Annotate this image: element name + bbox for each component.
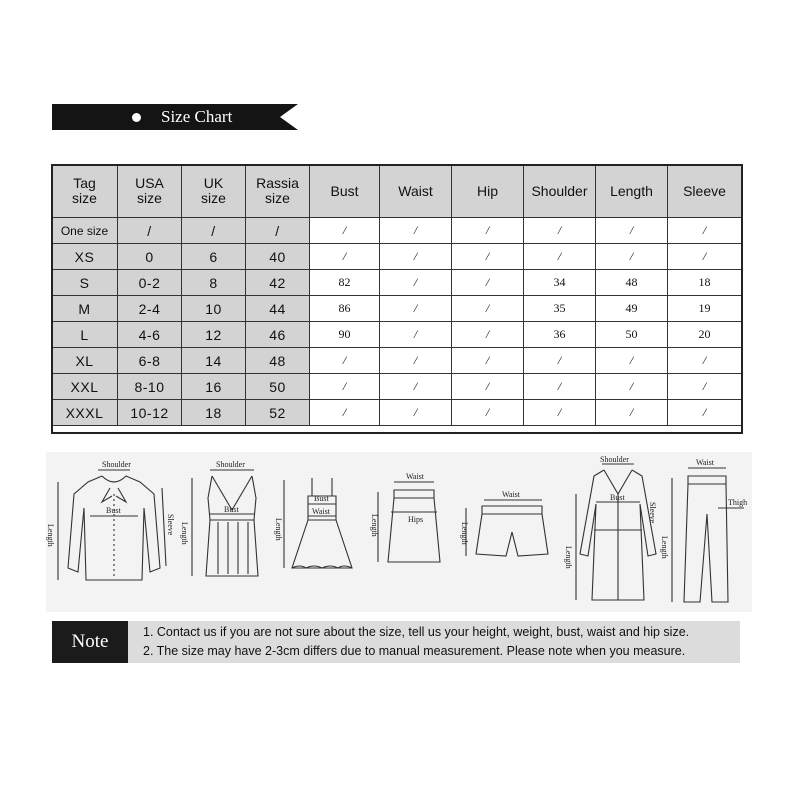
cell-bust: /	[310, 374, 380, 400]
table-row	[52, 322, 742, 348]
coat-bust-label: Bust	[610, 493, 625, 502]
cell-bust: /	[310, 400, 380, 426]
pants-waist-label: Waist	[696, 458, 715, 467]
shorts-length-label: Length	[460, 522, 469, 545]
note-label: Note	[52, 621, 128, 663]
cell-length: /	[596, 374, 668, 400]
header-tag-size: Tag size	[52, 165, 118, 218]
header-length: Length	[596, 165, 668, 218]
cell-bust: 86	[310, 296, 380, 322]
cell-waist: /	[380, 322, 452, 348]
cell-bust: 82	[310, 270, 380, 296]
cell-bust: /	[310, 244, 380, 270]
header-uk-size: UK size	[182, 165, 246, 218]
cell-bust: /	[310, 218, 380, 244]
cell-usa-size: 10-12	[118, 400, 182, 426]
cell-shoulder: /	[524, 244, 596, 270]
cell-hip: /	[452, 322, 524, 348]
cell-length: 48	[596, 270, 668, 296]
cell-sleeve: 20	[668, 322, 742, 348]
table-header-row	[52, 165, 742, 218]
header-rassia-size: Rassia size	[246, 165, 310, 218]
cell-sleeve: /	[668, 218, 742, 244]
dress-waist-label: Waist	[312, 507, 331, 516]
note-line-1: 1. Contact us if you are not sure about the size, tell us your height, weight, bust, waist and hip size.	[143, 625, 690, 639]
cell-uk-size: 10	[182, 296, 246, 322]
cell-waist: /	[380, 296, 452, 322]
cell-usa-size: 0	[118, 244, 182, 270]
cell-uk-size: 18	[182, 400, 246, 426]
cell-usa-size: 4-6	[118, 322, 182, 348]
cell-length: 49	[596, 296, 668, 322]
cell-hip: /	[452, 270, 524, 296]
cell-rassia-size: 52	[246, 400, 310, 426]
table-row	[52, 296, 742, 322]
cell-usa-size: 6-8	[118, 348, 182, 374]
cell-sleeve: /	[668, 374, 742, 400]
skirt-hips-label: Hips	[408, 515, 424, 524]
cell-length: /	[596, 400, 668, 426]
table-row	[52, 244, 742, 270]
cell-shoulder: /	[524, 218, 596, 244]
table-row	[52, 270, 742, 296]
coat-length-label: Length	[564, 546, 573, 569]
table-row	[52, 218, 742, 244]
cell-sleeve: /	[668, 244, 742, 270]
skirt-waist-label: Waist	[406, 472, 425, 481]
cell-uk-size: 6	[182, 244, 246, 270]
cell-usa-size: /	[118, 218, 182, 244]
header-bust: Bust	[310, 165, 380, 218]
cell-hip: /	[452, 218, 524, 244]
cell-shoulder: 36	[524, 322, 596, 348]
shorts-waist-label: Waist	[502, 490, 521, 499]
cell-shoulder: /	[524, 400, 596, 426]
cell-hip: /	[452, 244, 524, 270]
page-title: Size Chart	[161, 107, 233, 126]
cell-tag-size: XXL	[52, 374, 118, 400]
cell-sleeve: /	[668, 348, 742, 374]
vest-diagram	[180, 458, 276, 608]
coat-diagram	[566, 454, 670, 610]
cell-rassia-size: 50	[246, 374, 310, 400]
cell-length: /	[596, 244, 668, 270]
pants-thigh-label: Thigh	[728, 498, 748, 507]
pants-diagram	[660, 456, 750, 610]
header-sleeve: Sleeve	[668, 165, 742, 218]
cell-hip: /	[452, 400, 524, 426]
measurement-diagrams	[46, 452, 752, 612]
cell-shoulder: /	[524, 348, 596, 374]
header-hip: Hip	[452, 165, 524, 218]
note-line-2: 2. The size may have 2-3cm differs due to manual measurement. Please note when you measure.	[143, 644, 686, 658]
dress-length-label: Length	[274, 518, 283, 541]
cell-length: 50	[596, 322, 668, 348]
cell-waist: /	[380, 374, 452, 400]
cell-sleeve: 19	[668, 296, 742, 322]
cell-usa-size: 2-4	[118, 296, 182, 322]
table-row	[52, 348, 742, 374]
cell-shoulder: 35	[524, 296, 596, 322]
cell-hip: /	[452, 374, 524, 400]
header-waist: Waist	[380, 165, 452, 218]
cell-bust: 90	[310, 322, 380, 348]
blouse-length-label: Length	[46, 524, 55, 547]
cell-bust: /	[310, 348, 380, 374]
cell-uk-size: /	[182, 218, 246, 244]
cell-waist: /	[380, 244, 452, 270]
cell-shoulder: 34	[524, 270, 596, 296]
size-chart-table	[51, 164, 742, 426]
size-chart-banner	[52, 104, 298, 130]
cell-rassia-size: /	[246, 218, 310, 244]
cell-rassia-size: 48	[246, 348, 310, 374]
cell-waist: /	[380, 400, 452, 426]
cell-tag-size: XL	[52, 348, 118, 374]
header-shoulder: Shoulder	[524, 165, 596, 218]
cell-tag-size: One size	[52, 218, 118, 244]
skirt-length-label: Length	[370, 514, 379, 537]
cell-uk-size: 14	[182, 348, 246, 374]
cell-uk-size: 8	[182, 270, 246, 296]
dress-diagram	[274, 468, 368, 598]
cell-tag-size: M	[52, 296, 118, 322]
cell-shoulder: /	[524, 374, 596, 400]
cell-hip: /	[452, 348, 524, 374]
skirt-diagram	[370, 472, 454, 572]
cell-waist: /	[380, 348, 452, 374]
cell-tag-size: S	[52, 270, 118, 296]
cell-rassia-size: 40	[246, 244, 310, 270]
blouse-diagram	[46, 458, 178, 608]
cell-rassia-size: 46	[246, 322, 310, 348]
blouse-shoulder-label: Shoulder	[102, 460, 131, 469]
cell-uk-size: 16	[182, 374, 246, 400]
cell-usa-size: 8-10	[118, 374, 182, 400]
cell-usa-size: 0-2	[118, 270, 182, 296]
cell-uk-size: 12	[182, 322, 246, 348]
cell-length: /	[596, 348, 668, 374]
shorts-diagram	[458, 486, 556, 566]
cell-sleeve: 18	[668, 270, 742, 296]
vest-shoulder-label: Shoulder	[216, 460, 245, 469]
coat-shoulder-label: Shoulder	[600, 455, 629, 464]
blouse-sleeve-label: Sleeve	[166, 514, 175, 536]
cell-length: /	[596, 218, 668, 244]
cell-sleeve: /	[668, 400, 742, 426]
cell-waist: /	[380, 218, 452, 244]
note-box	[128, 621, 740, 663]
cell-hip: /	[452, 296, 524, 322]
cell-tag-size: XS	[52, 244, 118, 270]
dress-bust-label: Bust	[314, 494, 329, 503]
header-usa-size: USA size	[118, 165, 182, 218]
pants-length-label: Length	[660, 536, 669, 559]
table-row	[52, 400, 742, 426]
cell-waist: /	[380, 270, 452, 296]
bullet-icon	[132, 113, 141, 122]
cell-tag-size: XXXL	[52, 400, 118, 426]
cell-rassia-size: 44	[246, 296, 310, 322]
vest-bust-label: Bust	[224, 505, 239, 514]
table-row	[52, 374, 742, 400]
cell-rassia-size: 42	[246, 270, 310, 296]
vest-length-label: Length	[180, 522, 189, 545]
coat-sleeve-label: Sleeve	[648, 502, 657, 524]
blouse-bust-label: Bust	[106, 506, 121, 515]
cell-tag-size: L	[52, 322, 118, 348]
